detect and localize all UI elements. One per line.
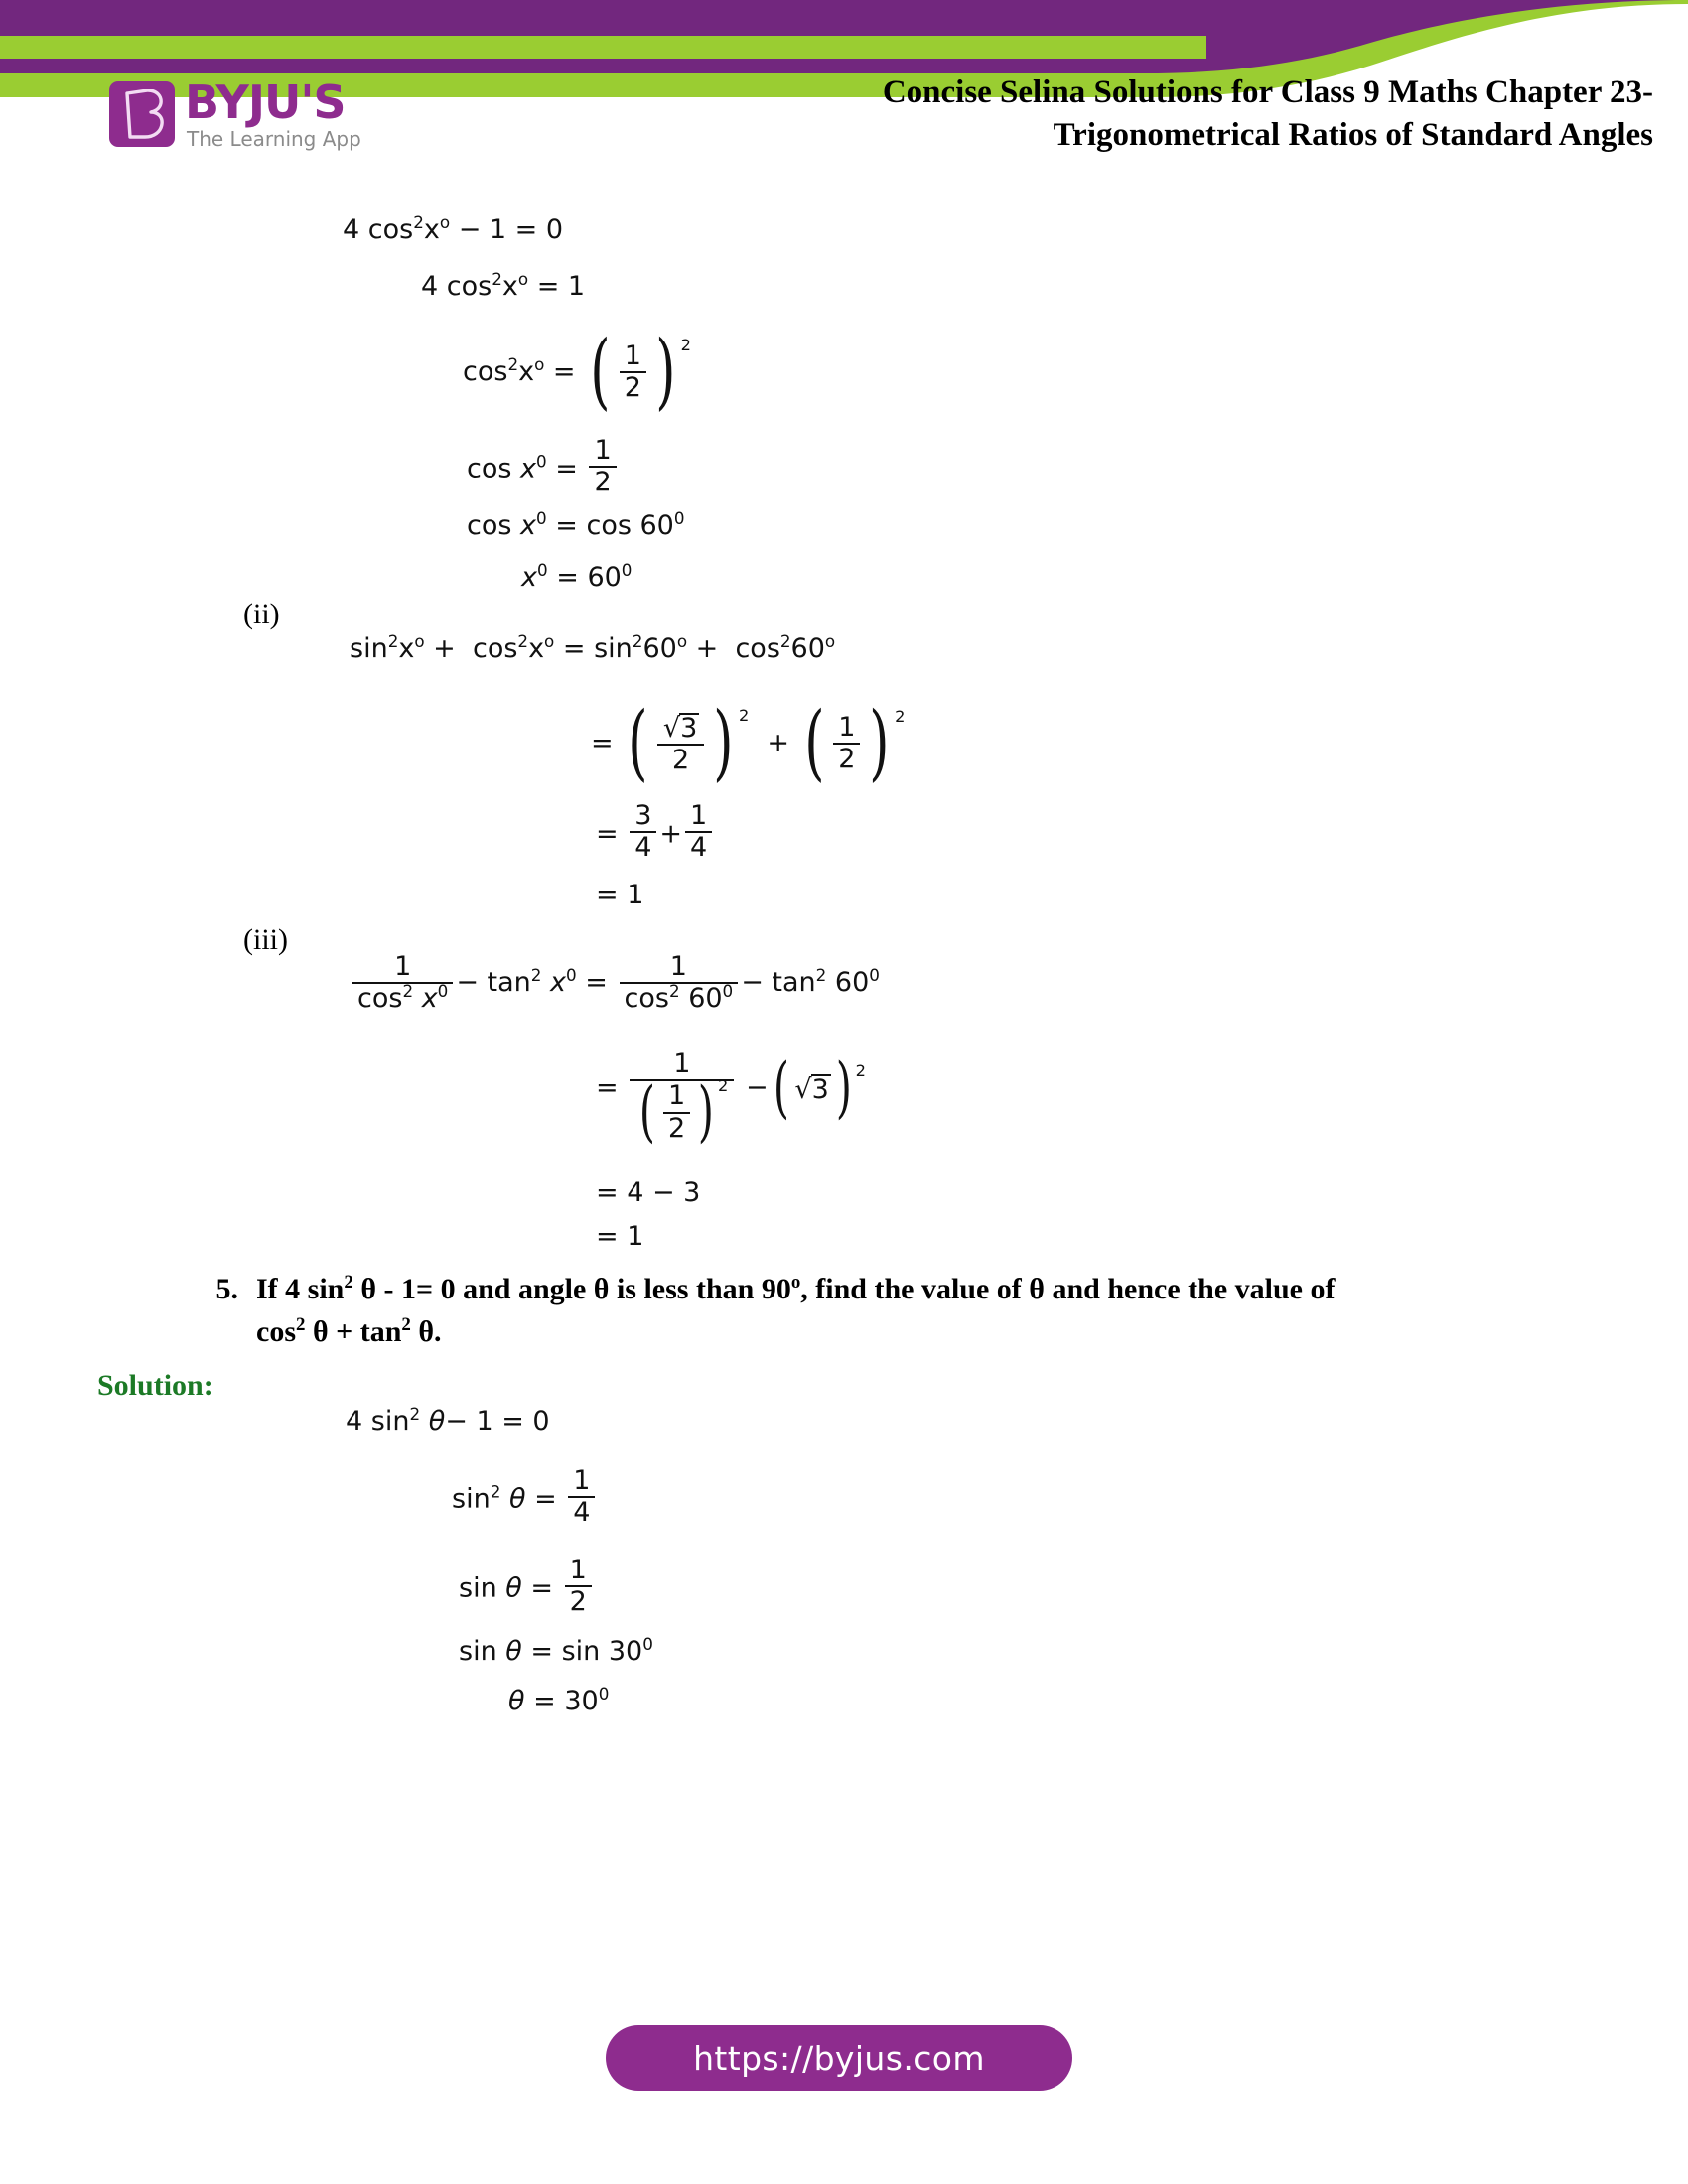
equation-i-line-2: 4 $\cos^2x^o = 1$ [421,269,586,302]
fraction-one-fourth: $\frac{1}{4}$ [685,802,712,863]
question-5-number: 5. [215,1273,238,1305]
equation-i-line-3: $\cos^2x^o$ = ( $\frac{1}{2}$ ) $^2$ [463,322,691,420]
equation-iii-line-4: = 1 [596,1221,644,1252]
equation-iii-line-2: = 1 ( $\frac{1}{2}$ ) $^2$ −( √3 ) $^2$ [596,1048,866,1151]
equation-ii-line-1: $\sin^2x^o + \cos^2x^o = \sin^260^o + \cos^260^o$ [350,631,836,664]
fraction-one-over-half-squared: 1 ( $\frac{1}{2}$ ) $^2$ [630,1050,734,1143]
equation-q5-line-1: 4 $\sin^2 \theta- 1 = 0$ [346,1404,550,1436]
fraction-one-half: $\frac{1}{2}$ [565,1557,592,1617]
equation-q5-line-5: $\theta = 30^0$ [508,1684,610,1716]
fraction-one-half: $\frac{1}{2}$ [589,437,616,497]
fraction-one-fourth: $\frac{1}{4}$ [568,1467,595,1528]
equation-i-line-4: $\cos x^0$ = $\frac{1}{2}$ [467,437,620,497]
equation-iii-line-1: $\frac{1}{\cos^2 x^0}$ − $\tan^2 x^0$ = $\frac{1}{\cos^2 60^0}$ − $\tan^2 60^0$ [350,953,880,1014]
fraction-one-half: $\frac{1}{2}$ [833,714,860,774]
paren-group: ( √3 ) $^2$ [773,1048,866,1126]
byjus-logo-mark-icon [109,81,175,147]
question-5 [195,1269,1485,1353]
byjus-logo [109,75,407,161]
paren-group: ( $\frac{1}{2}$ ) $^2$ [590,322,691,420]
byjus-logo-tagline: The Learning App [187,127,361,151]
question-5-text: If 4 $\sin^2 \theta - 1= 0$ and angle θ is less than 90$^o$, find the value of θ and hence the value of $\cos^2 \theta + \tan^2 \theta$. [256,1272,1336,1348]
equation-ii-line-3: = $\frac{3}{4}$ + $\frac{1}{4}$ [596,802,715,863]
page-title-line-2: Trigonometrical Ratios of Standard Angles [1053,116,1653,153]
part-label-iii: (iii) [243,923,288,956]
paren-group: ( $\frac{1}{2}$ ) $^2$ [803,693,906,791]
solution-label: Solution: [97,1369,213,1402]
paren-group: ( $\frac{1}{2}$ ) $^2$ [639,1073,729,1151]
fraction-one-over-cos2x: $\frac{1}{\cos^2 x^0}$ [352,953,453,1014]
paren-group: ( $\frac{√3}{2}$ ) $^2$ [628,693,750,791]
footer-url-button[interactable] [606,2025,1072,2091]
fraction-root3-over-2: $\frac{√3}{2}$ [657,713,704,775]
page-title-line-1: Concise Selina Solutions for Class 9 Maths Chapter 23- [882,74,1653,110]
green-band-left [0,36,1206,59]
equation-i-line-6: $x^0 = 60^0$ [521,560,633,593]
square-root-icon: √3 [662,713,698,744]
fraction-one-half: $\frac{1}{2}$ [663,1082,690,1143]
equation-ii-line-2: = ( $\frac{√3}{2}$ ) $^2$ + ( $\frac{1}{2}$ ) $^2$ [591,693,906,791]
equation-q5-line-2: $\sin^2 \theta$ = $\frac{1}{4}$ [452,1467,598,1528]
equation-i-line-1: 4 $\cos^2x^o - 1 = 0$ [343,212,564,245]
byjus-logo-wordmark: BYJU'S [185,75,346,129]
equation-ii-line-4: = 1 [596,880,644,910]
fraction-one-over-cos2-60: $\frac{1}{\cos^2 60^0}$ [620,953,739,1014]
equation-iii-line-3: = 4 − 3 [596,1177,701,1208]
part-label-ii: (ii) [243,598,280,630]
purple-band-left [0,0,1152,36]
square-root-icon: √3 [794,1073,829,1105]
equation-q5-line-4: $\sin \theta = \sin 30^0$ [459,1634,653,1667]
fraction-three-fourths: $\frac{3}{4}$ [630,802,656,863]
fraction-one-half: $\frac{1}{2}$ [620,342,646,403]
letter-b-icon [118,89,166,139]
equation-i-line-5: $\cos x^0 = \cos 60^0$ [467,508,685,541]
page-title [482,71,1653,157]
equation-q5-line-3: sin θ = $\frac{1}{2}$ [459,1557,595,1617]
footer-url-text: https://byjus.com [693,2038,985,2078]
